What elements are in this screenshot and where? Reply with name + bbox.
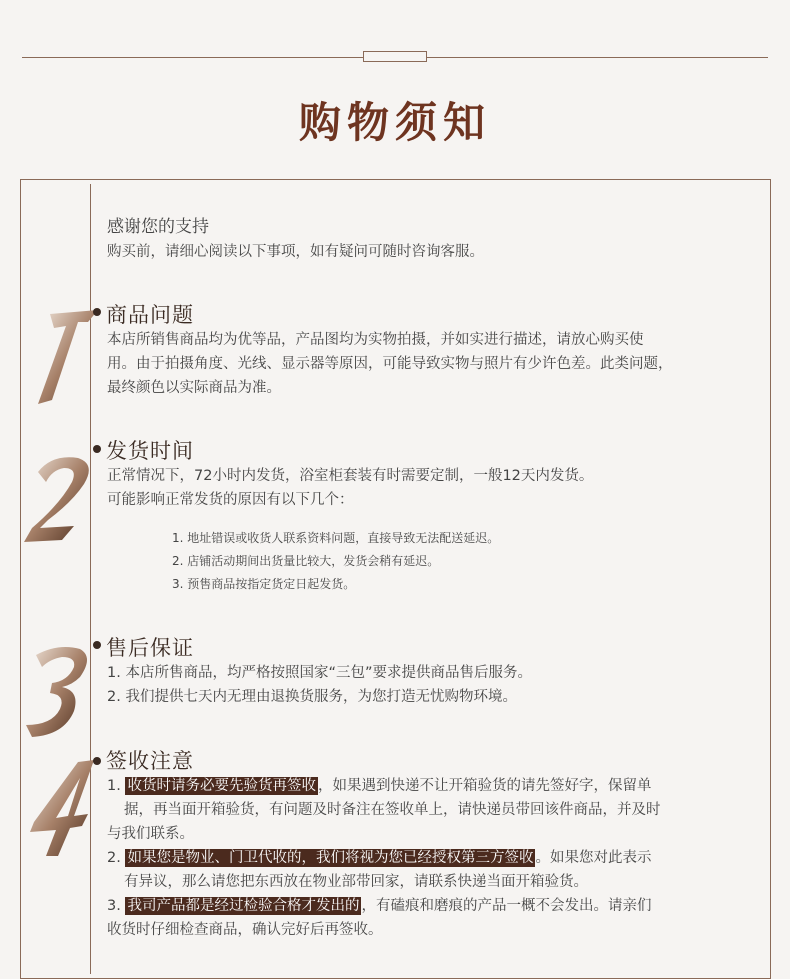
- section-1-body: [107, 328, 757, 400]
- section-2-number-graphic: [22, 452, 94, 548]
- page-title: 购物须知: [298, 98, 491, 147]
- section-3-body: [107, 661, 757, 709]
- section-1-title: 商品问题: [106, 303, 194, 327]
- section-3-bullet: [93, 641, 101, 649]
- header-divider-ornament: [363, 51, 427, 62]
- section-4-item-3: 3. 我司产品都是经过检验合格才发出的 ，有磕痕和磨痕的产品一概不会发出。请亲们: [107, 898, 652, 914]
- section-2-bullet: [93, 445, 101, 453]
- section-2-body: [107, 464, 757, 512]
- section-4-title: 签收注意: [106, 749, 194, 773]
- section-4-bullet: [93, 757, 101, 765]
- section-3-title: 售后保证: [106, 636, 194, 660]
- section-4-item-2: 2. 如果您是物业、门卫代收的，我们将视为您已经授权第三方签收 。如果您对此表示: [107, 850, 652, 866]
- section-1-line: 最终颜色以实际商品为准。: [107, 380, 281, 396]
- highlight-text: 我司产品都是经过检验合格才发出的: [127, 898, 360, 914]
- list-item: 1. 地址错误或收货人联系资料问题，直接导致无法配送延迟。: [172, 531, 500, 545]
- section-4-item-1-cont: 据，再当面开箱验货，有问题及时备注在签收单上，请快递员带回该件商品，并及时: [124, 802, 661, 818]
- section-4-body: [107, 774, 757, 942]
- section-2-line: 正常情况下，72小时内发货，浴室柜套装有时需要定制，一般12天内发货。: [107, 468, 594, 484]
- section-2-line: 可能影响正常发货的原因有以下几个：: [107, 492, 354, 508]
- highlight-text: 如果您是物业、门卫代收的，我们将视为您已经授权第三方签收: [127, 850, 534, 866]
- section-4-item-3-cont: 收货时仔细检查商品，确认完好后再签收。: [107, 922, 383, 938]
- intro-description: 购买前，请细心阅读以下事项，如有疑问可随时咨询客服。: [107, 244, 484, 260]
- section-3-number-graphic: [22, 643, 94, 739]
- section-3-line: 1. 本店所售商品，均严格按照国家“三包”要求提供商品售后服务。: [107, 665, 532, 681]
- list-item: 3. 预售商品按指定货定日起发货。: [172, 577, 356, 591]
- section-3-line: 2. 我们提供七天内无理由退换货服务，为您打造无忧购物环境。: [107, 689, 517, 705]
- highlight-text: 收货时请务必要先验货再签收: [127, 778, 316, 794]
- section-1-line: 本店所销售商品均为优等品，产品图均为实物拍摄，并如实进行描述，请放心购买使: [107, 332, 644, 348]
- section-4-item-1-cont: 与我们联系。: [107, 826, 194, 842]
- section-2-reasons-list: [172, 527, 499, 596]
- section-1-line: 用。由于拍摄角度、光线、显示器等原因，可能导致实物与照片有少许色差。此类问题，: [107, 356, 673, 372]
- section-1-bullet: [93, 308, 101, 316]
- list-item: 2. 店铺活动期间出货量比较大，发货会稍有延迟。: [172, 554, 440, 568]
- section-4-item-1: 1. 收货时请务必要先验货再签收 ，如果遇到快递不让开箱验货的请先签好字，保留单: [107, 778, 652, 794]
- section-1-number-graphic: [30, 308, 102, 404]
- section-4-number-graphic: [30, 760, 102, 856]
- intro-thanks: 感谢您的支持: [107, 217, 209, 237]
- section-2-title: 发货时间: [106, 439, 194, 463]
- section-4-item-2-cont: 有异议，那么请您把东西放在物业部带回家，请联系快递当面开箱验货。: [124, 874, 588, 890]
